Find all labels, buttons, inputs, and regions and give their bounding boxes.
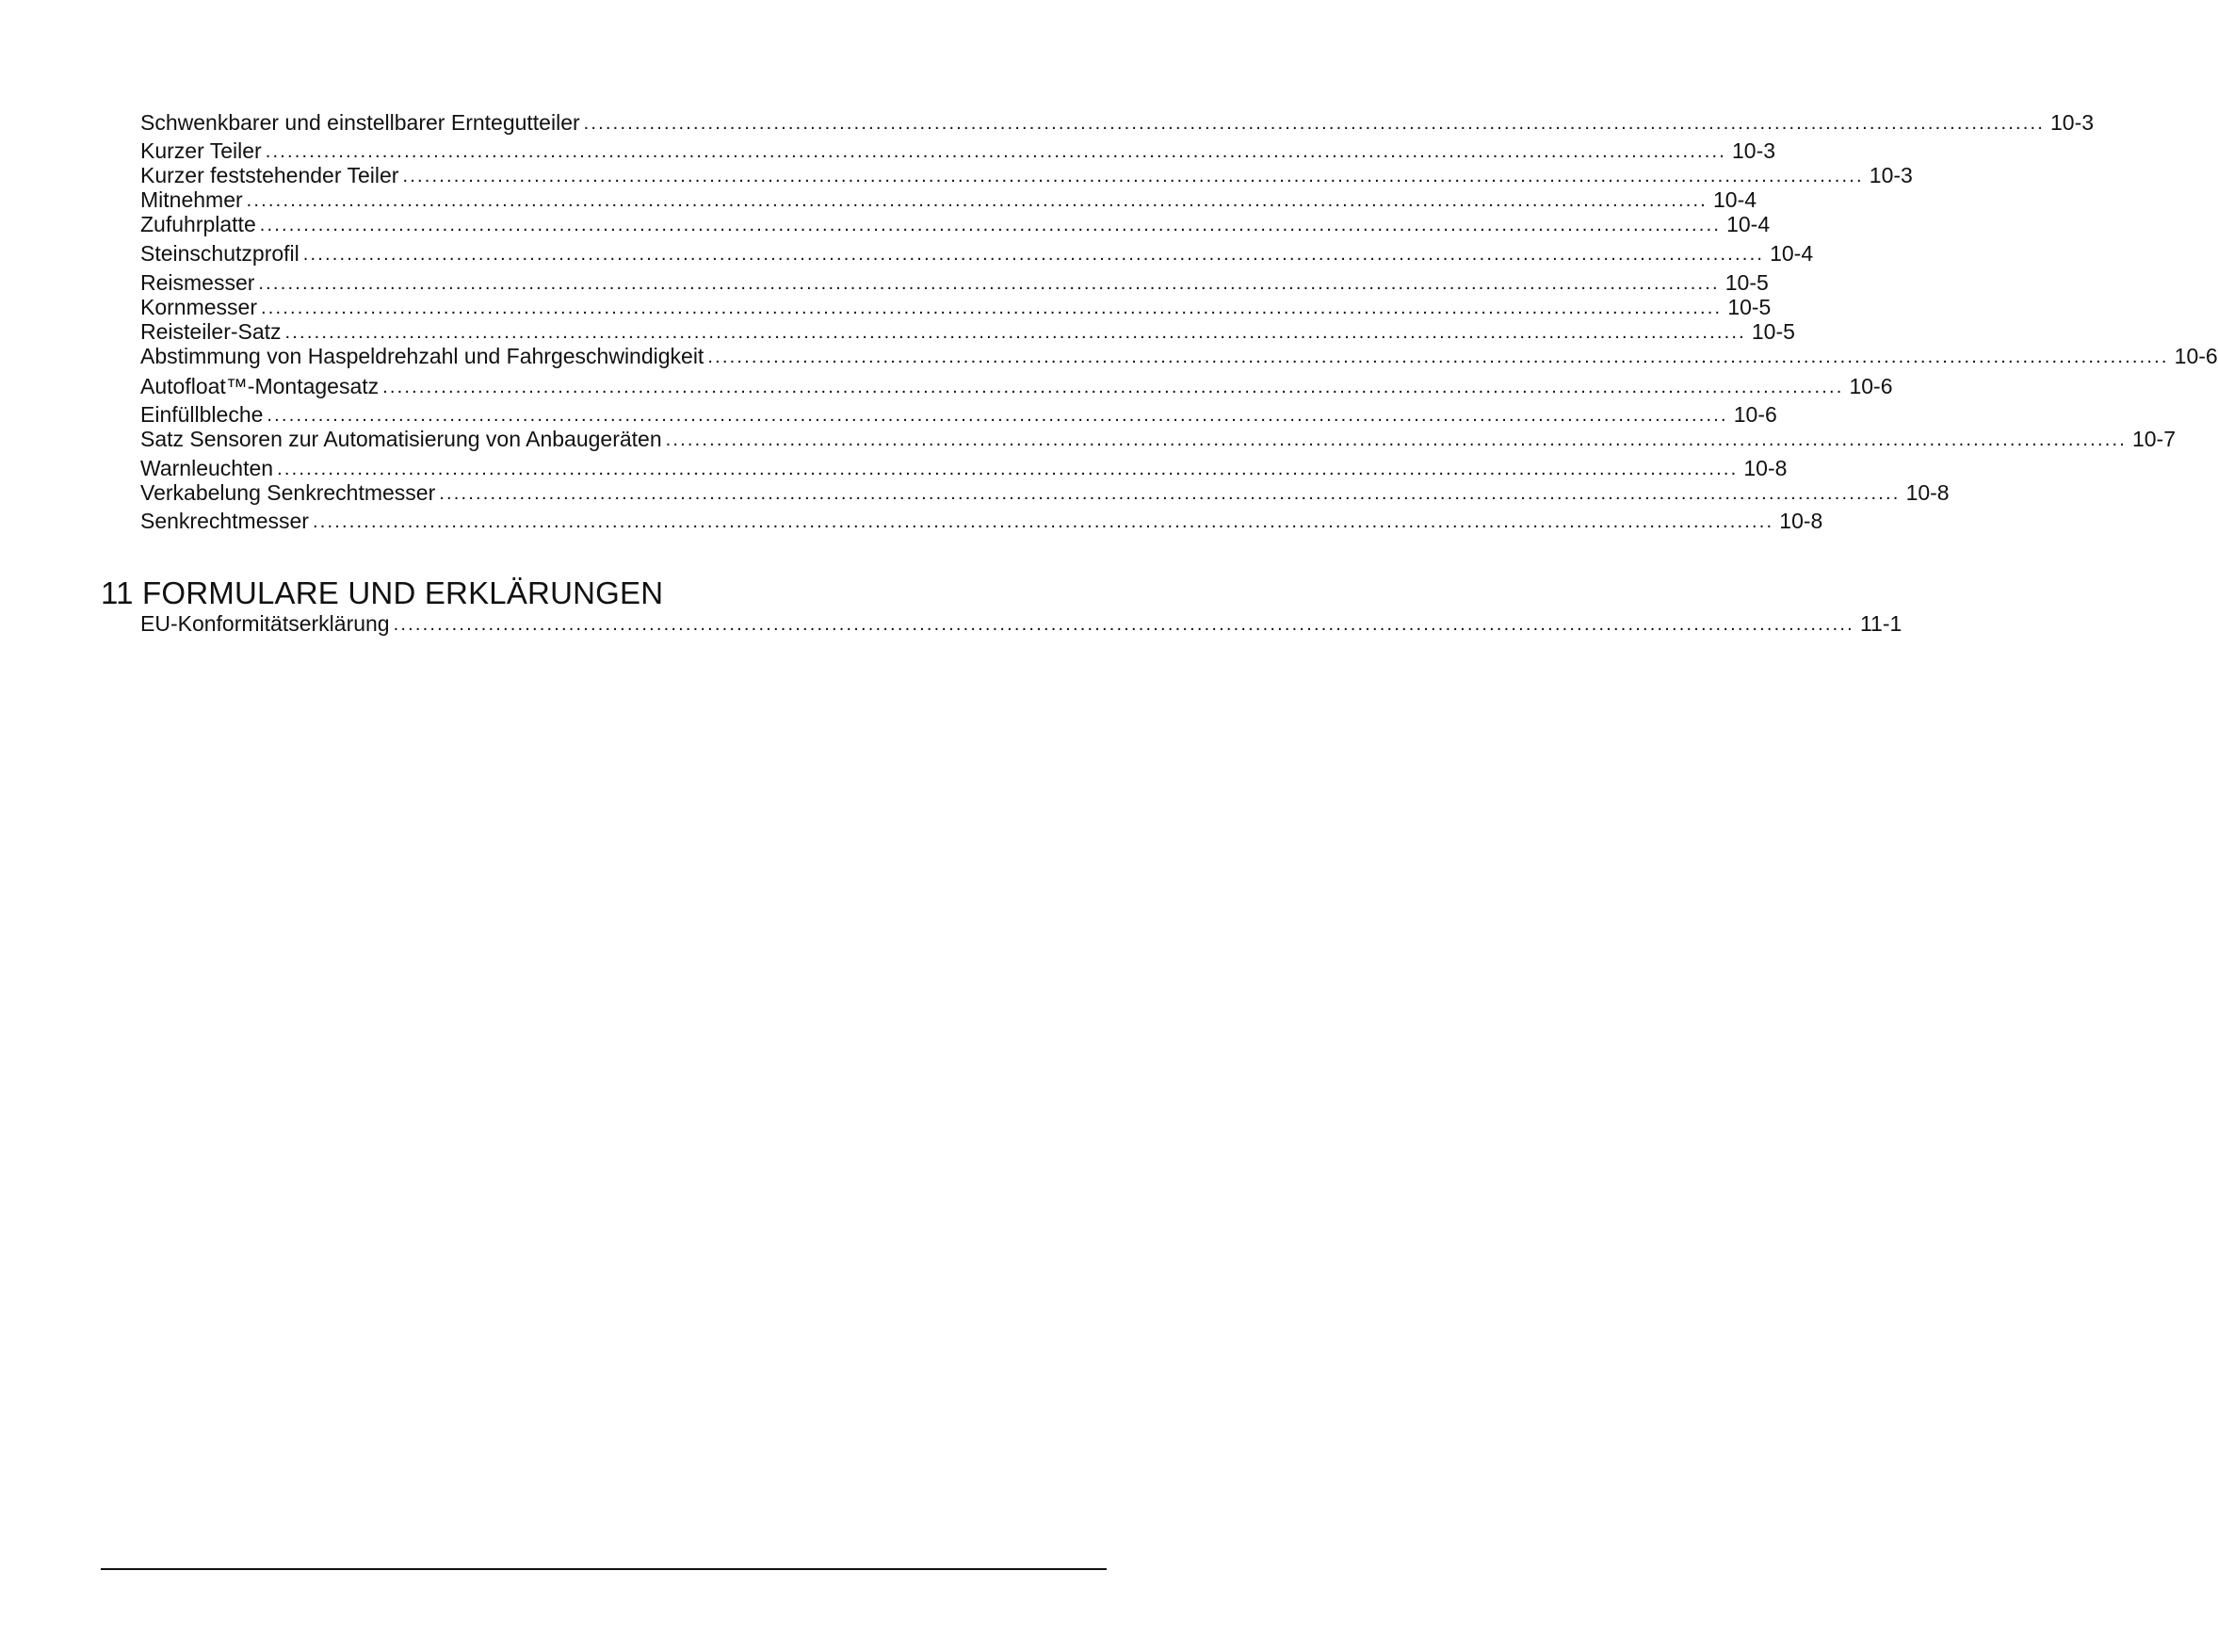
toc-entry-title: Schwenkbarer und einstellbarer Erntegutteiler <box>140 110 580 135</box>
toc-entry[interactable] <box>140 211 1771 237</box>
toc-entry-title: Satz Sensoren zur Automatisierung von Anbaugeräten <box>140 427 662 451</box>
toc-entry-page: 11-1 <box>1859 611 1902 636</box>
toc-leader-dots: ........................................................................................................................................................................................................ <box>382 377 1844 397</box>
toc-entry-title: Autofloat™-Montagesatz <box>140 374 380 398</box>
toc-leader-dots: ........................................................................................................................................................................................................ <box>312 511 1774 532</box>
toc-leader-dots: ........................................................................................................................................................................................................ <box>259 215 1722 235</box>
toc-entry-page: 10-5 <box>1751 319 1795 344</box>
toc-entry-title: Zufuhrplatte <box>140 212 256 236</box>
toc-entry[interactable] <box>140 455 1788 481</box>
toc-entry-title: Kurzer feststehender Teiler <box>140 163 399 187</box>
toc-entry-page: 10-3 <box>1732 138 1776 163</box>
toc-entry-title: Kornmesser <box>140 295 257 319</box>
toc-entry-title: Abstimmung von Haspeldrehzahl und Fahrgeschwindigkeit <box>140 344 704 368</box>
toc-entry-page: 10-3 <box>1869 163 1913 187</box>
toc-entry[interactable] <box>140 240 1814 267</box>
toc-entry-title: Reismesser <box>140 270 255 295</box>
toc-leader-dots: ........................................................................................................................................................................................................ <box>267 405 1728 426</box>
toc-entry[interactable] <box>140 508 1823 534</box>
toc-entry-page: 10-7 <box>2131 427 2177 451</box>
toc-entry-title: Mitnehmer <box>140 187 243 212</box>
toc-entry-page: 10-8 <box>1743 456 1788 480</box>
toc-leader-dots: ........................................................................................................................................................................................................ <box>665 429 2127 450</box>
toc-entry-title: Einfüllbleche <box>140 402 264 427</box>
toc-leader-dots: ........................................................................................................................................................................................................ <box>302 244 1765 265</box>
toc-entry-page: 10-4 <box>1770 241 1814 266</box>
toc-entry-title: Senkrechtmesser <box>140 509 309 533</box>
toc-entry-page: 10-8 <box>1779 509 1823 533</box>
section-heading: 11 FORMULARE UND ERKLÄRUNGEN <box>101 575 664 610</box>
toc-entry-page: 10-8 <box>1905 480 1950 505</box>
toc-leader-dots: ........................................................................................................................................................................................................ <box>583 113 2045 134</box>
toc-entry[interactable] <box>140 294 1772 320</box>
toc-entry-page: 10-6 <box>1733 402 1777 427</box>
toc-entry-title: Kurzer Teiler <box>140 138 262 163</box>
toc-entry-page: 10-6 <box>2174 344 2218 368</box>
toc-entry-page: 10-3 <box>2049 110 2095 135</box>
toc-entry-title: Reisteiler-Satz <box>140 319 282 344</box>
toc-entry[interactable] <box>140 373 1893 399</box>
toc-leader-dots: ........................................................................................................................................................................................................ <box>260 298 1723 318</box>
toc-entry[interactable] <box>140 426 2177 452</box>
toc-leader-dots: ........................................................................................................................................................................................................ <box>258 273 1720 294</box>
toc-entry[interactable] <box>140 479 1950 506</box>
toc-entry-page: 10-4 <box>1726 212 1771 236</box>
toc-entry[interactable] <box>140 401 1777 428</box>
toc-leader-dots: ........................................................................................................................................................................................................ <box>393 614 1854 635</box>
toc-entry-title: Steinschutzprofil <box>140 241 300 266</box>
toc-entry[interactable] <box>140 610 1902 637</box>
toc-leader-dots: ........................................................................................................................................................................................................ <box>246 190 1708 211</box>
toc-entry[interactable] <box>140 138 1776 164</box>
toc-leader-dots: ........................................................................................................................................................................................................ <box>707 347 2169 367</box>
toc-entry[interactable] <box>140 186 1757 213</box>
toc-entry[interactable] <box>140 269 1769 296</box>
toc-leader-dots: ........................................................................................................................................................................................................ <box>439 483 1901 504</box>
toc-leader-dots: ........................................................................................................................................................................................................ <box>265 141 1727 162</box>
toc-entry[interactable] <box>140 343 2218 369</box>
toc-leader-dots: ........................................................................................................................................................................................................ <box>277 459 1739 479</box>
toc-entry[interactable] <box>140 109 2095 136</box>
toc-entry-page: 10-6 <box>1849 374 1893 398</box>
footer-rule <box>101 1568 1107 1570</box>
toc-entry-title: Verkabelung Senkrechtmesser <box>140 480 436 505</box>
toc-entry[interactable] <box>140 318 1795 345</box>
toc-leader-dots: ........................................................................................................................................................................................................ <box>284 322 1746 343</box>
toc-entry-page: 10-4 <box>1712 187 1757 212</box>
toc-entry-page: 10-5 <box>1727 295 1772 319</box>
toc-entry-page: 10-5 <box>1724 270 1769 295</box>
toc-leader-dots: ........................................................................................................................................................................................................ <box>402 166 1864 186</box>
toc-entry-title: Warnleuchten <box>140 456 274 480</box>
toc-entry[interactable] <box>140 162 1913 188</box>
toc-entry-title: EU-Konformitätserklärung <box>140 611 390 636</box>
